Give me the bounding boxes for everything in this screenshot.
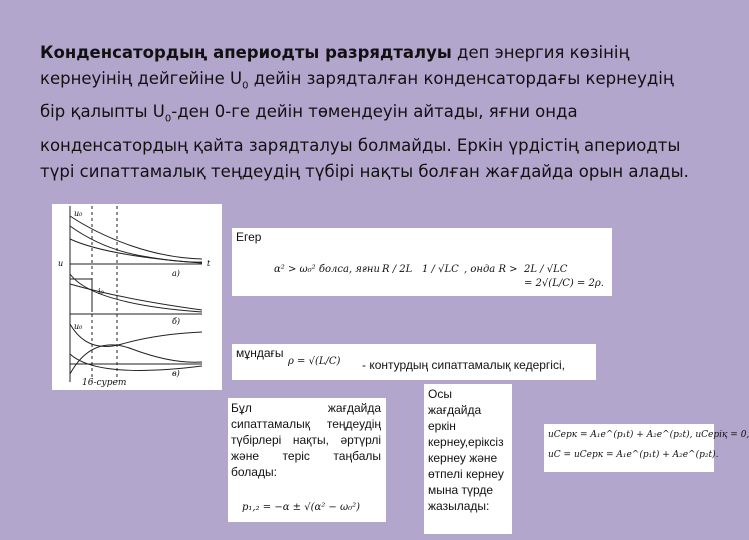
- roots-text: Бұл жағдайда сипаттамалық теңдеудің түбірлері нақты, әртүрлі және теріс таңбалы болады:: [231, 401, 381, 479]
- intro-text-3: -ден 0-ге дейін төмендеуін айтады, яғни онда конденсатордың қайта зарядталуы болмайды. Еркін үрдістің апериодты түрі сипаттамалық теңдеудің түбірі нақты болған жағдайда орын алады.: [40, 102, 689, 181]
- condition-then: , онда R >: [464, 264, 518, 275]
- rho-label: мұндағы: [236, 346, 284, 360]
- rho-definition-box: [232, 344, 596, 380]
- rho-description: - контурдың сипаттамалық кедергісі,: [362, 358, 565, 372]
- figure-caption: 16-сурет: [82, 378, 127, 388]
- condition-2l-over-sqrt-lc: 2L / √LC: [524, 264, 568, 275]
- free-voltage-box: [424, 384, 512, 534]
- condition-eq: = 2√(L/C) = 2ρ.: [524, 278, 604, 289]
- roots-formula: p₁,₂ = −α ± √(α² − ω₀²): [242, 502, 361, 513]
- condition-formula: α² > ω₀² болса, яғни: [274, 264, 380, 275]
- fig-label-u0-top: u₀: [74, 209, 83, 218]
- free-voltage-text: Осы жағдайда еркін кернеу,еріксіз кернеу және өтпелі кернеу мына түрде жазылады:: [428, 387, 504, 513]
- intro-sub-1: 0: [242, 80, 249, 92]
- equations-box: [544, 424, 749, 472]
- intro-bold-term: Конденсатордың апериодты разрядталуы: [40, 43, 452, 62]
- rho-formula: ρ = √(L/C): [288, 356, 341, 367]
- intro-text-1: деп энергия көзінің кернеуінің дейгейіне U: [40, 43, 630, 88]
- graph-drawing: [52, 204, 222, 390]
- circuit-graph-figure: [52, 204, 222, 390]
- intro-text-2: дейін зарядталған конденсатордағы кернеудің бір қалыпты U: [40, 69, 674, 122]
- fig-label-u: u: [58, 259, 64, 268]
- equation-line-2: uC = uCерк = A₁e^(p₁t) + A₂e^(p₂t).: [548, 450, 719, 460]
- intro-paragraph: [40, 40, 690, 185]
- fig-label-u0-bottom: u₀: [74, 322, 83, 331]
- condition-box: [232, 228, 612, 296]
- fig-label-t: t: [207, 259, 211, 268]
- roots-box: [228, 398, 386, 522]
- equation-line-1: uCерк = A₁e^(p₁t) + A₂e^(p₂t), uCеріқ = 0,: [548, 430, 749, 440]
- fig-label-v: в): [172, 369, 180, 378]
- condition-label: Егер: [236, 230, 262, 244]
- fig-label-i0: i₀: [98, 287, 104, 296]
- intro-sub-2: 0: [164, 113, 172, 125]
- condition-r-over-2l: R / 2L: [382, 264, 413, 275]
- fig-label-a: a): [172, 269, 180, 278]
- fig-label-b: б): [172, 317, 181, 326]
- condition-inv-sqrt-lc: 1 / √LC: [422, 264, 459, 275]
